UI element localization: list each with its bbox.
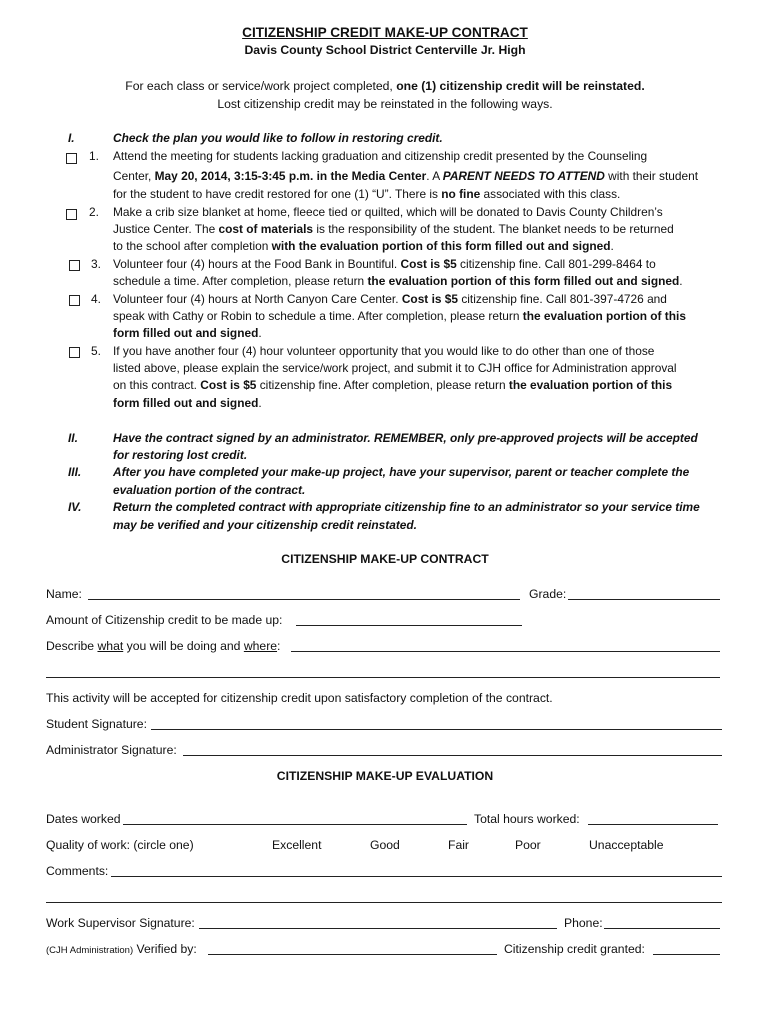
option-5-line-1: If you have another four (4) hour volunteer opportunity that you would like to do other than one of those (113, 344, 655, 358)
name-field[interactable] (88, 599, 520, 600)
school-subtitle: Davis County School District Centerville Jr. High (244, 43, 526, 57)
comments-field[interactable] (111, 876, 722, 877)
option-4-line-1: Volunteer four (4) hours at North Canyon Care Center. Cost is $5 citizenship fine. Call 801-397-4726 and (113, 292, 667, 306)
comments-label: Comments: (46, 864, 109, 878)
step-4-label: IV. (68, 500, 82, 514)
option-3-line-2: schedule a time. After completion, please return the evaluation portion of this form filled out and signed. (113, 274, 683, 288)
option-1-checkbox[interactable] (66, 153, 77, 164)
step-1-text: Check the plan you would like to follow in restoring credit. (113, 131, 443, 145)
option-2-line-3: to the school after completion with the evaluation portion of this form filled out and signed. (113, 239, 614, 253)
supervisor-signature-field[interactable] (199, 928, 557, 929)
total-hours-field[interactable] (588, 824, 718, 825)
student-signature-field[interactable] (151, 729, 722, 730)
phone-label: Phone: (564, 916, 603, 930)
rating-poor[interactable]: Poor (515, 838, 541, 852)
quality-label: Quality of work: (circle one) (46, 838, 194, 852)
step-3-label: III. (68, 465, 82, 479)
step-4-line-1: Return the completed contract with appropriate citizenship fine to an administrator so your service time (113, 500, 700, 514)
contract-heading: CITIZENSHIP MAKE-UP CONTRACT (281, 552, 489, 566)
rating-fair[interactable]: Fair (448, 838, 469, 852)
step-2-line-1: Have the contract signed by an administrator. REMEMBER, only pre-approved projects will be accepted (113, 431, 698, 445)
intro-bold: one (1) citizenship credit will be reinstated. (396, 79, 645, 93)
evaluation-heading: CITIZENSHIP MAKE-UP EVALUATION (276, 769, 494, 783)
step-2-label: II. (68, 431, 78, 445)
option-3-checkbox[interactable] (69, 260, 80, 271)
step-3-line-1: After you have completed your make-up project, have your supervisor, parent or teacher complete the (113, 465, 690, 479)
accepted-text: This activity will be accepted for citizenship credit upon satisfactory completion of the contract. (46, 691, 553, 705)
step-2-line-2: for restoring lost credit. (113, 448, 248, 462)
credit-granted-field[interactable] (653, 954, 720, 955)
grade-field[interactable] (568, 599, 720, 600)
dates-worked-label: Dates worked (46, 812, 121, 826)
option-5-checkbox[interactable] (69, 347, 80, 358)
dates-worked-field[interactable] (123, 824, 467, 825)
grade-label: Grade: (529, 587, 567, 601)
step-4-line-2: may be verified and your citizenship credit reinstated. (113, 518, 417, 532)
intro-line-2: Lost citizenship credit may be reinstated in the following ways. (217, 96, 553, 111)
describe-field[interactable] (291, 651, 720, 652)
comments-field-continued[interactable] (46, 902, 722, 903)
option-5-line-2: listed above, please explain the service/work project, and submit it to CJH office for Administration approval (113, 361, 677, 375)
option-4-number: 4. (91, 292, 101, 306)
verified-by-field[interactable] (208, 954, 497, 955)
supervisor-signature-label: Work Supervisor Signature: (46, 916, 195, 930)
rating-unacceptable[interactable]: Unacceptable (589, 838, 664, 852)
form-title: CITIZENSHIP CREDIT MAKE-UP CONTRACT (242, 25, 528, 40)
administrator-signature-label: Administrator Signature: (46, 743, 177, 757)
describe-label: Describe what you will be doing and where: (46, 639, 281, 653)
option-4-checkbox[interactable] (69, 295, 80, 306)
option-3-number: 3. (91, 257, 101, 271)
total-hours-label: Total hours worked: (474, 812, 580, 826)
option-4-line-3: form filled out and signed. (113, 326, 262, 340)
option-2-checkbox[interactable] (66, 209, 77, 220)
rating-excellent[interactable]: Excellent (272, 838, 322, 852)
option-2-number: 2. (89, 205, 99, 219)
administrator-signature-field[interactable] (183, 755, 722, 756)
option-1-line-2: Center, May 20, 2014, 3:15-3:45 p.m. in the Media Center. A PARENT NEEDS TO ATTEND with their student (113, 169, 699, 183)
option-1-number: 1. (89, 149, 99, 163)
intro-text: For each class or service/work project completed, (125, 79, 397, 93)
amount-field[interactable] (296, 625, 522, 626)
step-1-label: I. (68, 131, 75, 145)
option-2-line-2: Justice Center. The cost of materials is the responsibility of the student. The blanket needs to be returned (113, 222, 674, 236)
option-4-line-2: speak with Cathy or Robin to schedule a time. After completion, please return the evaluation portion of this (113, 309, 686, 323)
rating-good[interactable]: Good (370, 838, 400, 852)
verified-by-label: (CJH Administration) Verified by: (46, 942, 197, 956)
amount-label: Amount of Citizenship credit to be made up: (46, 613, 283, 627)
student-signature-label: Student Signature: (46, 717, 147, 731)
option-3-line-1: Volunteer four (4) hours at the Food Bank in Bountiful. Cost is $5 citizenship fine. Call 801-299-8464 to (113, 257, 656, 271)
option-1-line-3: for the student to have credit restored for one (1) “U”. There is no fine associated with this class. (113, 187, 621, 201)
option-5-line-4: form filled out and signed. (113, 396, 262, 410)
option-5-line-3: on this contract. Cost is $5 citizenship fine. After completion, please return the evaluation portion of this (113, 378, 673, 392)
intro-paragraph (0, 78, 770, 113)
cjh-administration-note: (CJH Administration) (46, 945, 134, 956)
option-5-number: 5. (91, 344, 101, 358)
describe-field-continued[interactable] (46, 677, 720, 678)
name-label: Name: (46, 587, 82, 601)
option-1-line-1: Attend the meeting for students lacking graduation and citizenship credit presented by the Counseling (113, 149, 648, 163)
option-2-line-1: Make a crib size blanket at home, fleece tied or quilted, which will be donated to Davis County Children’s (113, 205, 663, 219)
credit-granted-label: Citizenship credit granted: (504, 942, 645, 956)
phone-field[interactable] (604, 928, 720, 929)
step-3-line-2: evaluation portion of the contract. (113, 483, 306, 497)
